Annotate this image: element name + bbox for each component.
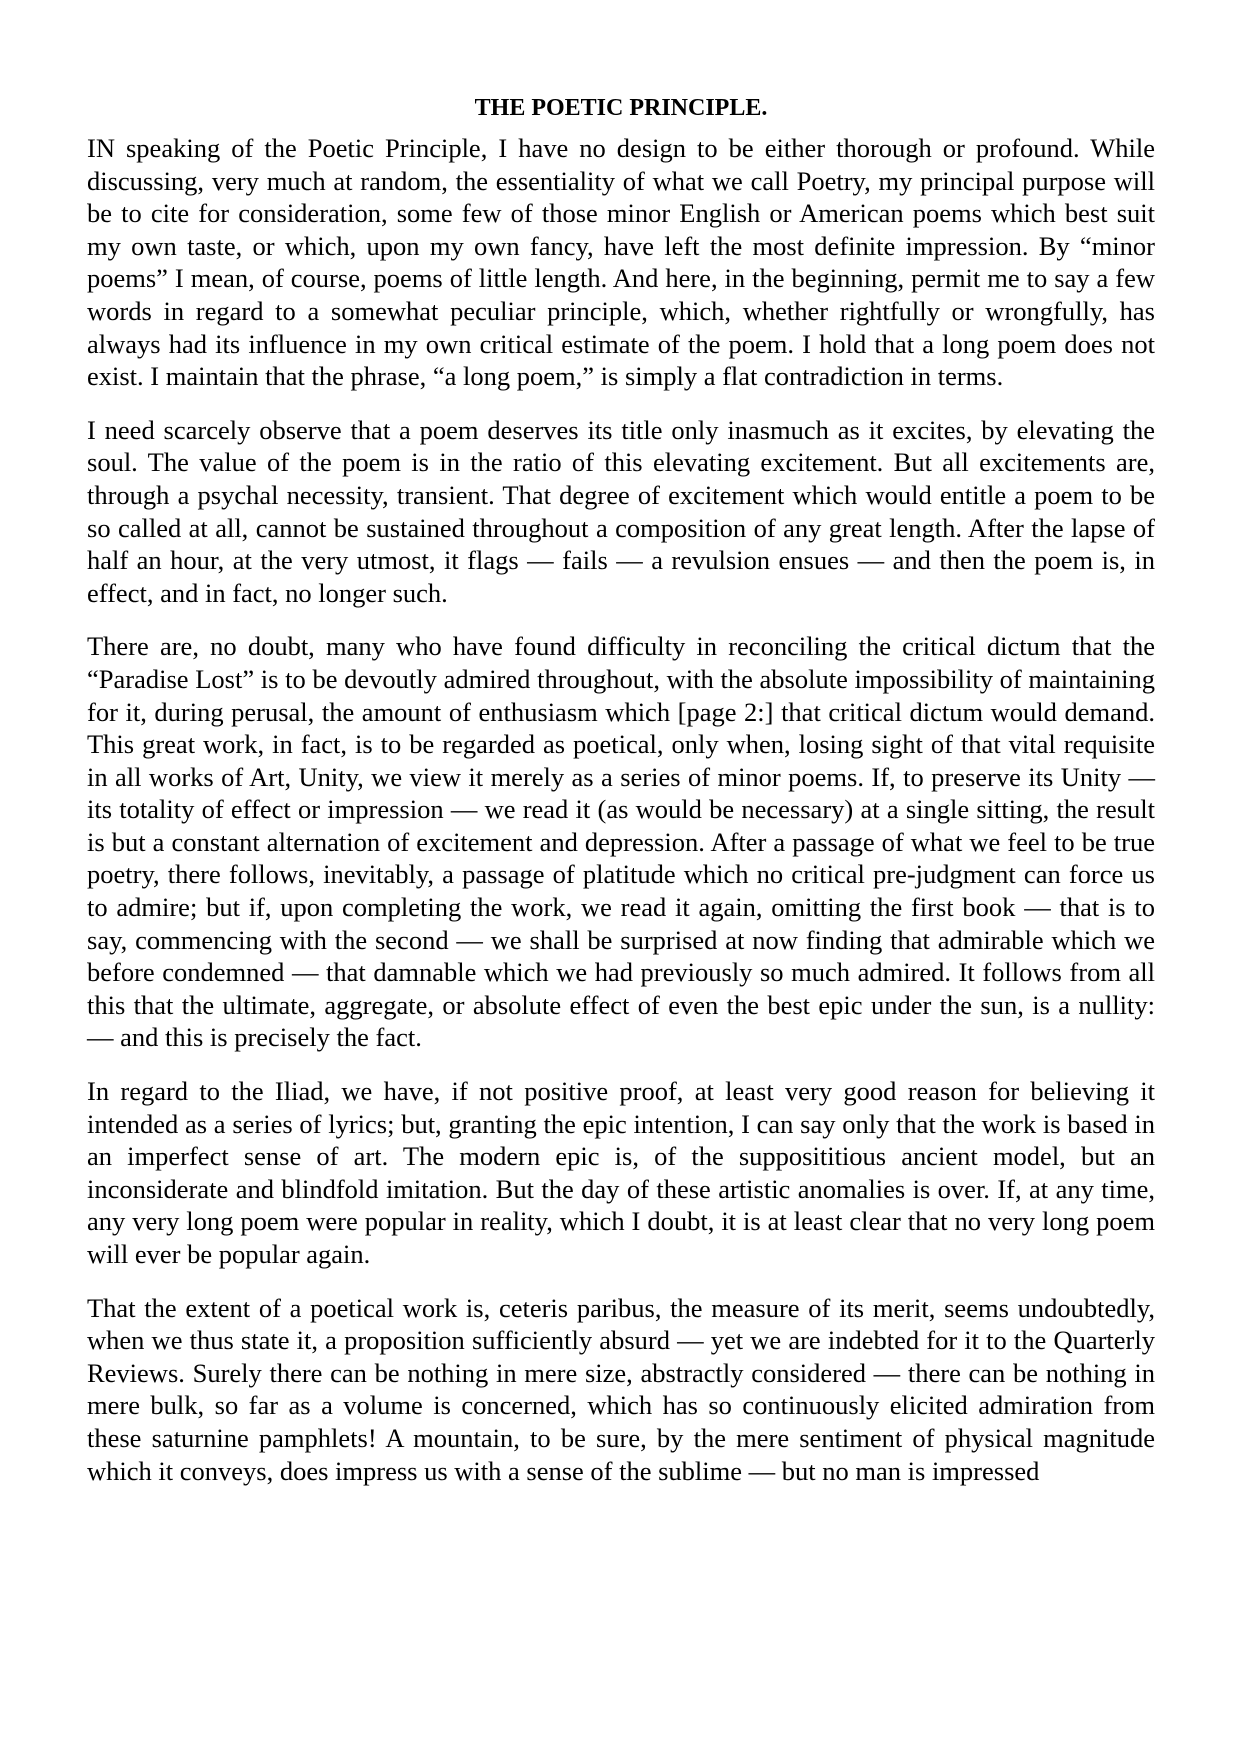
page-title: THE POETIC PRINCIPLE. [474, 95, 768, 121]
document-page [87, 92, 1155, 1487]
paragraph-3: There are, no doubt, many who have found difficulty in reconciling the critical dictum that the “Paradise Lost” is to be devoutly admired throughout, with the absolute impossibility of maintaining for it, during perusal, the amount of enthusiasm which [page 2:] that critical dictum would demand. This great work, in fact, is to be regarded as poetical, only when, losing sight of that vital requisite in all works of Art, Unity, we view it merely as a series of minor poems. If, to preserve its Unity — its totality of effect or impression — we read it (as would be necessary) at a single sitting, the result is but a constant alternation of excitement and depression. After a passage of what we feel to be true poetry, there follows, inevitably, a passage of platitude which no critical pre-judgment can force us to admire; but if, upon completing the work, we read it again, omitting the first book — that is to say, commencing with the second — we shall be surprised at now finding that admirable which we before condemned — that damnable which we had previously so much admired. It follows from all this that the ultimate, aggregate, or absolute effect of even the best epic under the sun, is a nullity: — and this is precisely the fact. [87, 631, 1155, 1053]
paragraph-4: In regard to the Iliad, we have, if not positive proof, at least very good reason for believing it intended as a series of lyrics; but, granting the epic intention, I can say only that the work is based in an imperfect sense of art. The modern epic is, of the supposititious ancient model, but an inconsiderate and blindfold imitation. But the day of these artistic anomalies is over. If, at any time, any very long poem were popular in reality, which I doubt, it is at least clear that no very long poem will ever be popular again. [87, 1076, 1155, 1269]
paragraph-1: IN speaking of the Poetic Principle, I have no design to be either thorough or profound. While discussing, very much at random, the essentiality of what we call Poetry, my principal purpose will be to cite for consideration, some few of those minor English or American poems which best suit my own taste, or which, upon my own fancy, have left the most definite impression. By “minor poems” I mean, of course, poems of little length. And here, in the beginning, permit me to say a few words in regard to a somewhat peculiar principle, which, whether rightfully or wrongfully, has always had its influence in my own critical estimate of the poem. I hold that a long poem does not exist. I maintain that the phrase, “a long poem,” is simply a flat contradiction in terms. [87, 133, 1155, 392]
paragraph-5: That the extent of a poetical work is, ceteris paribus, the measure of its merit, seems undoubtedly, when we thus state it, a proposition sufficiently absurd — yet we are indebted for it to the Quarterly Reviews. Surely there can be nothing in mere size, abstractly considered — there can be nothing in mere bulk, so far as a volume is concerned, which has so continuously elicited admiration from these saturnine pamphlets! A mountain, to be sure, by the mere sentiment of physical magnitude which it conveys, does impress us with a sense of the sublime — but no man is impressed [87, 1292, 1155, 1486]
paragraph-2: I need scarcely observe that a poem deserves its title only inasmuch as it excites, by elevating the soul. The value of the poem is in the ratio of this elevating excitement. But all excitements are, through a psychal necessity, transient. That degree of excitement which would entitle a poem to be so called at all, cannot be sustained throughout a composition of any great length. After the lapse of half an hour, at the very utmost, it flags — fails — a revulsion ensues — and then the poem is, in effect, and in fact, no longer such. [87, 414, 1155, 608]
